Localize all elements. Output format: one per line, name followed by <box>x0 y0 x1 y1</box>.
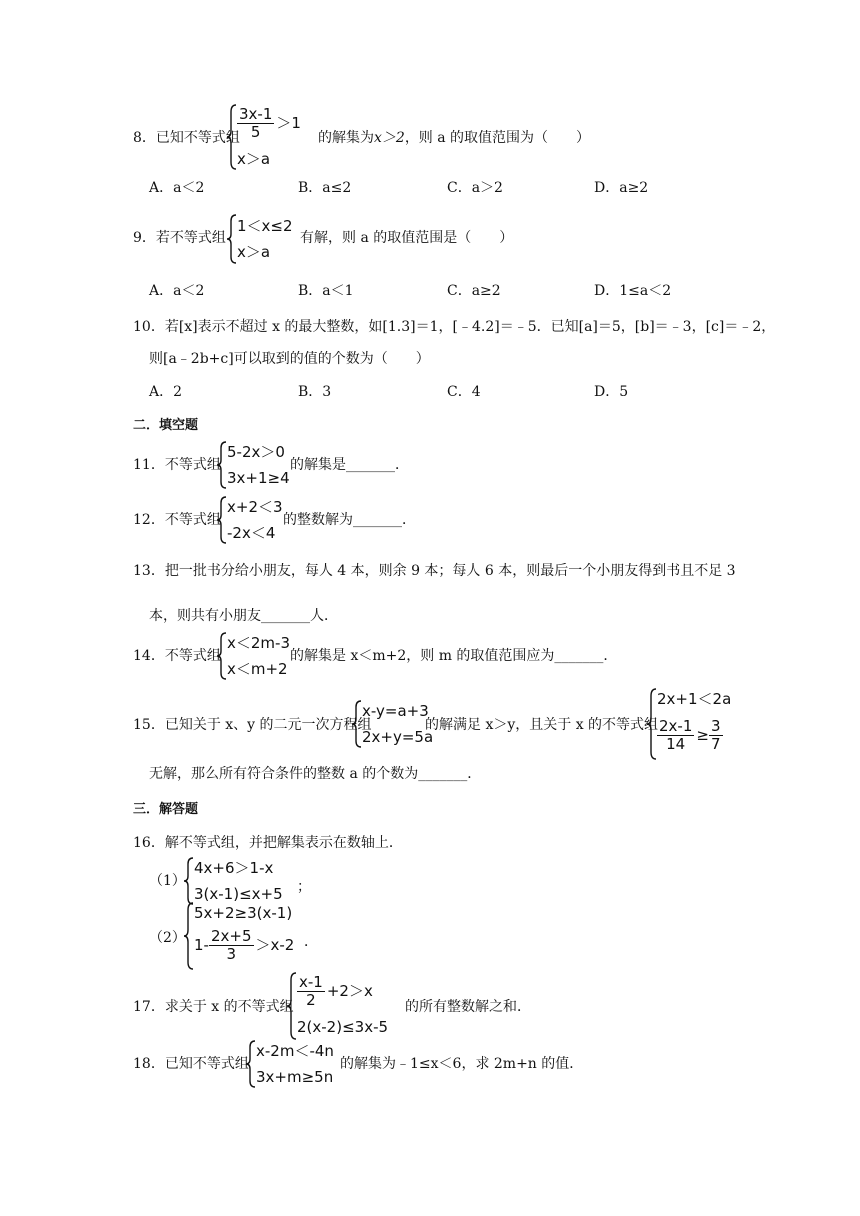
q18-stem: 18．已知不等式组 <box>133 1056 249 1072</box>
q15-line2: 无解，那么所有符合条件的整数 a 的个数为_______． <box>149 766 482 782</box>
q8-tail: 的解集为x＞2，则 a 的取值范围为（ ） <box>318 130 591 146</box>
q13-line2: 本，则共有小朋友_______人． <box>149 608 338 624</box>
q16-part1-tail: ； <box>297 879 311 895</box>
q16-part1-eq2: 3(x-1)≤x+5 <box>194 885 283 903</box>
q18-tail: 的解集为﹣1≤x＜6，求 2m+n 的值． <box>340 1056 584 1072</box>
q12-system <box>216 496 288 544</box>
q16-part2-system <box>183 902 313 970</box>
q17-stem: 17．求关于 x 的不等式组 <box>133 999 294 1015</box>
q8-system <box>226 104 322 170</box>
q9-option-a: A．a＜2 <box>149 283 205 299</box>
q17-system <box>286 972 406 1040</box>
q12-eq1: x+2＜3 <box>227 498 283 516</box>
q10-option-d: D．5 <box>594 384 629 400</box>
q16-part2-tail: ． <box>304 934 318 950</box>
q14-eq2: x＜m+2 <box>227 660 288 678</box>
q12-tail: 的整数解为_______． <box>283 512 416 528</box>
q15-stem: 15．已知关于 x、y 的二元一次方程组 <box>133 717 372 733</box>
q8-eq2: x＞a <box>237 150 271 168</box>
q16-part1-eq1: 4x+6＞1-x <box>194 859 274 877</box>
q10-option-c: C．4 <box>447 384 481 400</box>
q9-eq2: x＞a <box>237 243 271 261</box>
q8-option-a: A．a＜2 <box>149 180 205 196</box>
q9-tail: 有解，则 a 的取值范围是（ ） <box>300 230 514 246</box>
section-answer-heading: 三．解答题 <box>133 802 199 817</box>
q9-eq1: 1＜x≤2 <box>237 217 293 235</box>
q10-line2: 则[a﹣2b+c]可以取到的值的个数为（ ） <box>149 351 430 367</box>
q8-option-d: D．a≥2 <box>594 180 649 196</box>
q8-option-c: C．a＞2 <box>447 180 503 196</box>
section-fill-in-blank-heading: 二．填空题 <box>133 418 199 433</box>
q16-part1-label: （1） <box>149 873 186 889</box>
q15-system-1 <box>351 700 434 748</box>
q10-option-b: B．3 <box>298 384 332 400</box>
q8-number: 8．已知不等式组 <box>133 130 240 146</box>
q10-option-a: A．2 <box>149 384 183 400</box>
q11-tail: 的解集是_______． <box>290 457 409 473</box>
q16-part1-system <box>183 857 301 905</box>
q8-stem <box>133 128 240 148</box>
q18-system <box>245 1040 343 1088</box>
q16-part2-eq2: 1- $\frac{2x+5}{3}$ ＞x-2 <box>194 927 295 963</box>
q16-part2-label: （2） <box>149 930 186 946</box>
q17-eq2: 2(x-2)≤3x-5 <box>297 1018 389 1036</box>
q9-system <box>226 214 306 264</box>
q9-option-d: D．1≤a＜2 <box>594 283 672 299</box>
q9-option-c: C．a≥2 <box>447 283 501 299</box>
q18-eq1: x-2m＜-4n <box>256 1042 334 1060</box>
q11-eq2: 3x+1≥4 <box>227 469 290 487</box>
q15-mid: 的解满足 x＞y，且关于 x 的不等式组 <box>425 717 659 733</box>
q15-ineq2: $\frac{2x-1}{14}$ ≥ $\frac{3}{7}$ <box>659 717 721 753</box>
q10-line1: 10．若[x]表示不超过 x 的最大整数，如[1.3]＝1，[﹣4.2]＝﹣5．已知[a]＝5，[b]＝﹣3，[c]＝﹣2， <box>133 319 776 335</box>
q9-option-b: B．a＜1 <box>298 283 354 299</box>
q16-part2-eq1: 5x+2≥3(x-1) <box>194 904 293 922</box>
q15-system-2 <box>646 688 736 760</box>
q9-stem: 9．若不等式组 <box>133 230 226 246</box>
q12-eq2: -2x＜4 <box>227 524 276 542</box>
q8-option-b: B．a≤2 <box>298 180 352 196</box>
q15-ineq1: 2x+1＜2a <box>657 690 732 708</box>
q17-eq1: $\frac{x-1}{2}$ +2＞x <box>299 973 373 1009</box>
q11-system <box>216 441 296 489</box>
q14-tail: 的解集是 x＜m+2，则 m 的取值范围应为_______． <box>290 648 618 664</box>
q15-eq1: x-y=a+3 <box>362 702 429 720</box>
q8-eq1: $\frac{3x-1}{5}$ ＞1 <box>239 105 301 141</box>
q12-stem: 12．不等式组 <box>133 512 221 528</box>
q13-line1: 13．把一批书分给小朋友，每人 4 本，则余 9 本；每人 6 本，则最后一个小朋友得到书且不足 3 <box>133 563 736 579</box>
q11-stem: 11．不等式组 <box>133 457 221 473</box>
q15-eq2: 2x+y=5a <box>362 728 434 746</box>
q14-eq1: x＜2m-3 <box>227 634 290 652</box>
q14-system <box>216 632 296 680</box>
q18-eq2: 3x+m≥5n <box>256 1068 334 1086</box>
q16-stem: 16．解不等式组，并把解集表示在数轴上． <box>133 835 403 851</box>
q14-stem: 14．不等式组 <box>133 648 221 664</box>
q11-eq1: 5-2x＞0 <box>227 443 285 461</box>
q17-tail: 的所有整数解之和． <box>405 999 531 1015</box>
